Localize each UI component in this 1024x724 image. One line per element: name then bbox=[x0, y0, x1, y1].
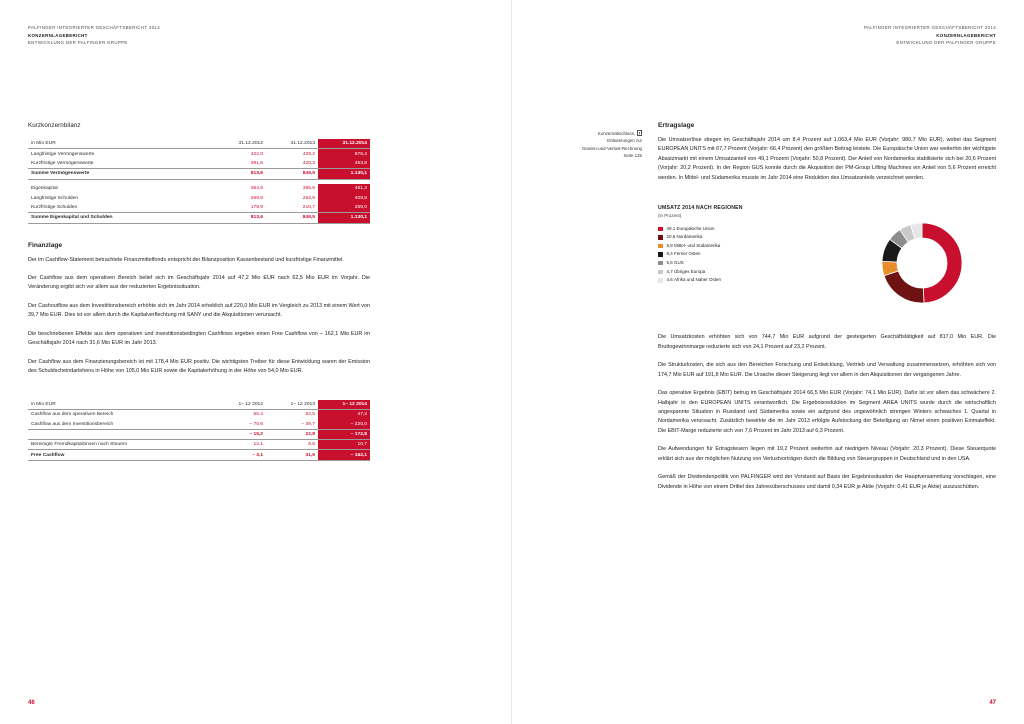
row-value: – 3,1 bbox=[214, 450, 266, 460]
table-row-subtotal bbox=[28, 429, 370, 439]
donut-chart bbox=[874, 215, 970, 316]
finanzlage-paragraph-4: Die beschriebenen Effekte aus dem operativen und investitionsbedingten Cashflows ergeben einen Free Cashflow von – 162,1 Mio EUR im Geschäftsjahr 2014 nach 31,6 Mio EUR im Jahr 2013. bbox=[28, 330, 370, 347]
row-label: Free Cashflow bbox=[28, 450, 214, 460]
document-icon bbox=[637, 130, 642, 136]
margin-cross-reference bbox=[556, 130, 642, 159]
legend-value: 20,6 bbox=[666, 234, 676, 240]
row-value-highlight: – 220,0 bbox=[318, 419, 370, 429]
balance-sheet-table bbox=[28, 139, 370, 224]
right-page-content bbox=[658, 122, 996, 501]
left-running-head bbox=[28, 24, 160, 47]
balance-col-2: 31.12.2014 bbox=[318, 139, 370, 149]
spacer bbox=[28, 386, 370, 400]
running-head-report-title: PALFINGER INTEGRIERTER GESCHÄFTSBERICHT 2014 bbox=[863, 25, 996, 30]
ertragslage-paragraph-5: Die Aufwendungen für Ertragsteuern liegen mit 19,2 Prozent weiterhin auf niedrigem Niveau (Vorjahr: 20,3 Prozent). Diese Steuerquote erklärt sich aus der möglichen Nutzung von Verlustvorträgen durch die Bildung von Steuergruppen in Deutschland und in den USA. bbox=[658, 446, 996, 462]
row-value: 268,8 bbox=[250, 195, 263, 201]
row-label: Langfristige Schulden bbox=[31, 195, 79, 201]
row-value: 429,2 bbox=[302, 151, 315, 157]
balance-unit-label: in Mio EUR bbox=[28, 139, 214, 149]
row-label: Eigenkapital bbox=[31, 186, 58, 192]
legend-value: 4,6 bbox=[666, 277, 673, 283]
table-header-row bbox=[28, 139, 370, 149]
margin-note-page-ref: Seite 125 bbox=[623, 152, 642, 158]
row-value-highlight: – 172,8 bbox=[318, 429, 370, 439]
row-value: 12,1 bbox=[253, 442, 263, 448]
table-row bbox=[28, 159, 370, 169]
ertragslage-paragraph-1: Die Umsatzerlöse stiegen im Geschäftsjahr 2014 um 8,4 Prozent auf 1.063,4 Mio EUR (Vorjahr: 980,7 Mio EUR), wobei das Segment EUROPEAN UNITS mit 67,7 Prozent (Vorjahr: 66,4 Prozent) den größten Beitrag leistete. Die Europäische Union war weiterhin der wichtigste Absatzmarkt mit einem Umsatzanteil von 49,1 Prozent (Vorjahr: 50,8 Prozent). Der Anteil von Nordamerika stabilisierte sich bei 20,6 Prozent (Vorjahr: 20,2 Prozent). In der Region GUS konnte durch die Akquisition der PM-Group Lifting Machines ein Anteil von 5,6 Prozent erreicht werden. In Mittel- und Südamerika musste im Jahr 2014 eine Reduktion des Umsatzanteils verzeichnet werden. bbox=[658, 137, 996, 181]
legend-value: 4,7 bbox=[666, 268, 673, 274]
table-row bbox=[28, 419, 370, 429]
running-head-subsection: ENTWICKLUNG DER PALFINGER GRUPPE bbox=[28, 40, 128, 46]
donut-slice bbox=[884, 271, 924, 303]
left-page-content bbox=[28, 122, 370, 461]
row-value: 849,5 bbox=[266, 169, 318, 179]
finanzlage-paragraph-5: Der Cashflow aus dem Finanzierungsbereich ist mit 178,4 Mio EUR positiv. Die wichtigsten Treiber für diese Entwicklung waren der Emission des Schuldscheindarlehens in Höhe von 105,0 Mio EUR sowie die Kapitalerhöhung in der Höhe von 54,0 Mio EUR. bbox=[28, 358, 370, 375]
row-value: 420,3 bbox=[302, 160, 315, 166]
row-label: Cashflow aus dem Investitionsbereich bbox=[31, 421, 114, 427]
table-row bbox=[28, 184, 370, 193]
row-label: Cashflow aus dem operativen Bereich bbox=[31, 412, 114, 418]
legend-label: Übriges Europa bbox=[674, 268, 706, 274]
legend-label: Afrika und Naher Osten bbox=[674, 277, 722, 283]
chart-title: UMSATZ 2014 NACH REGIONEN bbox=[658, 205, 743, 212]
row-value-highlight: 453,8 bbox=[318, 159, 370, 169]
ertragslage-paragraph-6: Gemäß der Dividendenpolitik von PALFINGER wird der Vorstand auf Basis der Ergebnissituation der Hauptversammlung vorschlagen, eine Dividende in Höhe von einem Drittel des Jahresüberschusses und damit 0,34 EUR je Aktie (Vorjahr: 0,41 EUR je Aktie) auszuschütten. bbox=[658, 474, 996, 490]
row-label: Langfristige Vermögenswerte bbox=[31, 151, 95, 157]
legend-swatch-nordamerika bbox=[658, 235, 663, 240]
finanzlage-paragraph-3: Der Cashoutflow aus dem Investitionsbereich erhöhte sich im Jahr 2014 erheblich auf 220,0 Mio EUR im Vergleich zu 2013 mit einem Wert von 39,7 Mio EUR. Dies ist vor allem durch die Kapitalverflechtung mit SANY und die Akquisitionen verursacht. bbox=[28, 302, 370, 319]
row-value: 31,6 bbox=[266, 450, 318, 460]
row-label: Kurzfristige Schulden bbox=[31, 204, 78, 210]
legend-label: Europäische Union bbox=[676, 225, 715, 231]
umsatz-regionen-chart bbox=[658, 205, 996, 315]
row-value-highlight: 259,0 bbox=[318, 203, 370, 213]
row-label: Bereinigte Fremdkapitalzinsen nach Steuern bbox=[31, 442, 128, 448]
cashflow-unit-label: in Mio EUR bbox=[28, 400, 214, 410]
legend-swatch-mittel-suedamerika bbox=[658, 244, 663, 249]
legend-swatch-uebriges-europa bbox=[658, 270, 663, 275]
table-row-total bbox=[28, 169, 370, 179]
finanzlage-paragraph-1: Der im Cashflow-Statement betrachtete Finanzmittelfonds entspricht der Bilanzposition Kassenbestand und kurzfristige Finanzmittel. bbox=[28, 256, 344, 263]
row-value: 8,8 bbox=[308, 442, 315, 448]
row-value-highlight: 676,4 bbox=[318, 149, 370, 159]
right-page bbox=[512, 0, 1024, 724]
ertragslage-paragraph-4: Das operative Ergebnis (EBIT) betrug im Geschäftsjahr 2014 66,5 Mio EUR (Vorjahr: 74,1 Mio EUR). Dafür ist vor allem das schwächere 2. Halbjahr in den EUROPEAN UNITS verantwortlich. Die Ergebnisreduktion im Segment AREA UNITS wurde durch die wirtschaftlich angespannte Situation in Russland und Südamerika sowie ein aufgrund des ungewöhnlich strengen Winters schwaches 1. Quartal in Nordamerika verursacht. Zusätzlich bewirkte die im Jahr 2013 erfolgte Aufstockung der Beteiligung an Nimet einen positiven Einmaleffekt. Die EBIT-Marge reduzierte sich von 7,6 Prozent im Jahr 2013 auf 6,3 Prozent. bbox=[658, 390, 996, 434]
legend-label: GUS bbox=[674, 259, 684, 265]
running-head-section: KONZERNLAGEBERICHT bbox=[936, 32, 996, 38]
legend-label: Nordamerika bbox=[676, 234, 703, 240]
right-running-head bbox=[864, 24, 996, 47]
row-label: Summe Eigenkapital und Schulden bbox=[28, 213, 214, 223]
balance-sheet-title: Kurzkonzernbilanz bbox=[28, 122, 81, 129]
table-row-total bbox=[28, 450, 370, 460]
table-header-row bbox=[28, 400, 370, 410]
legend-swatch-afrika-naher-osten bbox=[658, 278, 663, 283]
legend-value: 49,1 bbox=[666, 225, 676, 231]
chart-subtitle: (in Prozent) bbox=[658, 212, 682, 218]
cashflow-col-0: 1– 12 2012 bbox=[214, 400, 266, 410]
cashflow-col-2: 1– 12 2014 bbox=[318, 400, 370, 410]
donut-chart-svg bbox=[874, 215, 970, 311]
table-row bbox=[28, 193, 370, 202]
legend-swatch-eu bbox=[658, 227, 663, 232]
row-value: 62,5 bbox=[305, 412, 315, 418]
table-row bbox=[28, 440, 370, 450]
row-label: Summe Vermögenswerte bbox=[28, 169, 214, 179]
legend-label: Mittel- und Südamerika bbox=[674, 242, 721, 248]
running-head-section: KONZERNLAGEBERICHT bbox=[28, 32, 88, 38]
donut-slice bbox=[922, 223, 962, 303]
table-row-total bbox=[28, 213, 370, 223]
table-row bbox=[28, 149, 370, 159]
legend-value: 5,8 bbox=[666, 242, 673, 248]
row-value-highlight: – 162,1 bbox=[318, 450, 370, 460]
row-value: – 15,2 bbox=[214, 429, 266, 439]
finanzlage-paragraph-2: Der Cashflow aus dem operativen Bereich belief sich im Geschäftsjahr 2014 auf 47,2 Mio EUR nach 62,5 Mio EUR im Vorjahr. Die Veränderung ergibt sich vor allem aus der reduzierten Ergebnissituation. bbox=[28, 274, 370, 291]
row-value: 391,6 bbox=[250, 160, 263, 166]
row-value: 22,8 bbox=[266, 429, 318, 439]
row-value-highlight: 10,7 bbox=[318, 440, 370, 450]
finanzlage-heading: Finanzlage bbox=[28, 241, 63, 249]
row-value: 252,9 bbox=[302, 195, 315, 201]
margin-note-line-3: Gewinn-und-Verlust-Rechnung bbox=[581, 145, 642, 151]
row-value: 179,9 bbox=[250, 204, 263, 210]
left-page-number: 46 bbox=[28, 700, 35, 706]
row-value: 364,9 bbox=[250, 186, 263, 192]
right-page-number: 47 bbox=[989, 700, 996, 706]
margin-note-line-1: Konzernabschluss, bbox=[597, 131, 635, 136]
table-row bbox=[28, 409, 370, 419]
legend-value: 9,4 bbox=[666, 251, 673, 257]
row-value-highlight: 47,2 bbox=[318, 409, 370, 419]
row-value: 813,6 bbox=[214, 213, 266, 223]
row-label: Kurzfristige Vermögenswerte bbox=[31, 160, 94, 166]
legend-swatch-ferner-osten bbox=[658, 252, 663, 257]
row-value: 813,6 bbox=[214, 169, 266, 179]
row-value-highlight: 409,8 bbox=[318, 193, 370, 202]
legend-value: 5,6 bbox=[666, 259, 673, 265]
ertragslage-paragraph-2: Die Umsatzkosten erhöhten sich von 744,7 Mio EUR aufgrund der gesteigerten Geschäftstätigkeit auf 817,0 Mio EUR. Die Bruttogewinnmarge reduzierte sich von 24,1 Prozent auf 23,2 Prozent. bbox=[658, 334, 996, 350]
legend-swatch-gus bbox=[658, 261, 663, 266]
row-value: 210,7 bbox=[302, 204, 315, 210]
table-row bbox=[28, 203, 370, 213]
cashflow-table bbox=[28, 400, 370, 461]
margin-note-line-2: Erläuterungen zur bbox=[607, 138, 642, 144]
ertragslage-paragraph-3: Die Strukturkosten, die sich aus den Bereichen Forschung und Entwicklung, Vertrieb und Verwaltung zusammensetzen, erhöhten sich von 174,7 Mio EUR auf 191,8 Mio EUR. Die Ursache dieser Steigerung liegt vor allem in den Akquisitionen der vergangenen Jahre. bbox=[658, 362, 996, 378]
row-value: 422,0 bbox=[250, 151, 263, 157]
row-value: 385,9 bbox=[302, 186, 315, 192]
row-label bbox=[28, 429, 214, 439]
row-value-highlight: 1.130,1 bbox=[318, 169, 370, 179]
ertragslage-heading: Ertragslage bbox=[658, 122, 695, 129]
balance-col-1: 31.12.2013 bbox=[266, 139, 318, 149]
row-value: – 39,7 bbox=[301, 421, 315, 427]
row-value: – 70,6 bbox=[249, 421, 263, 427]
cashflow-col-1: 1– 12 2013 bbox=[266, 400, 318, 410]
row-value: 55,4 bbox=[253, 412, 263, 418]
balance-col-0: 31.12.2012 bbox=[214, 139, 266, 149]
running-head-subsection: ENTWICKLUNG DER PALFINGER GRUPPE bbox=[896, 40, 996, 46]
legend-label: Ferner Osten bbox=[674, 251, 701, 257]
row-value-highlight: 1.130,1 bbox=[318, 213, 370, 223]
running-head-report-title: PALFINGER INTEGRIERTER GESCHÄFTSBERICHT 2014 bbox=[28, 25, 161, 30]
row-value-highlight: 461,3 bbox=[318, 184, 370, 193]
row-value: 849,5 bbox=[266, 213, 318, 223]
